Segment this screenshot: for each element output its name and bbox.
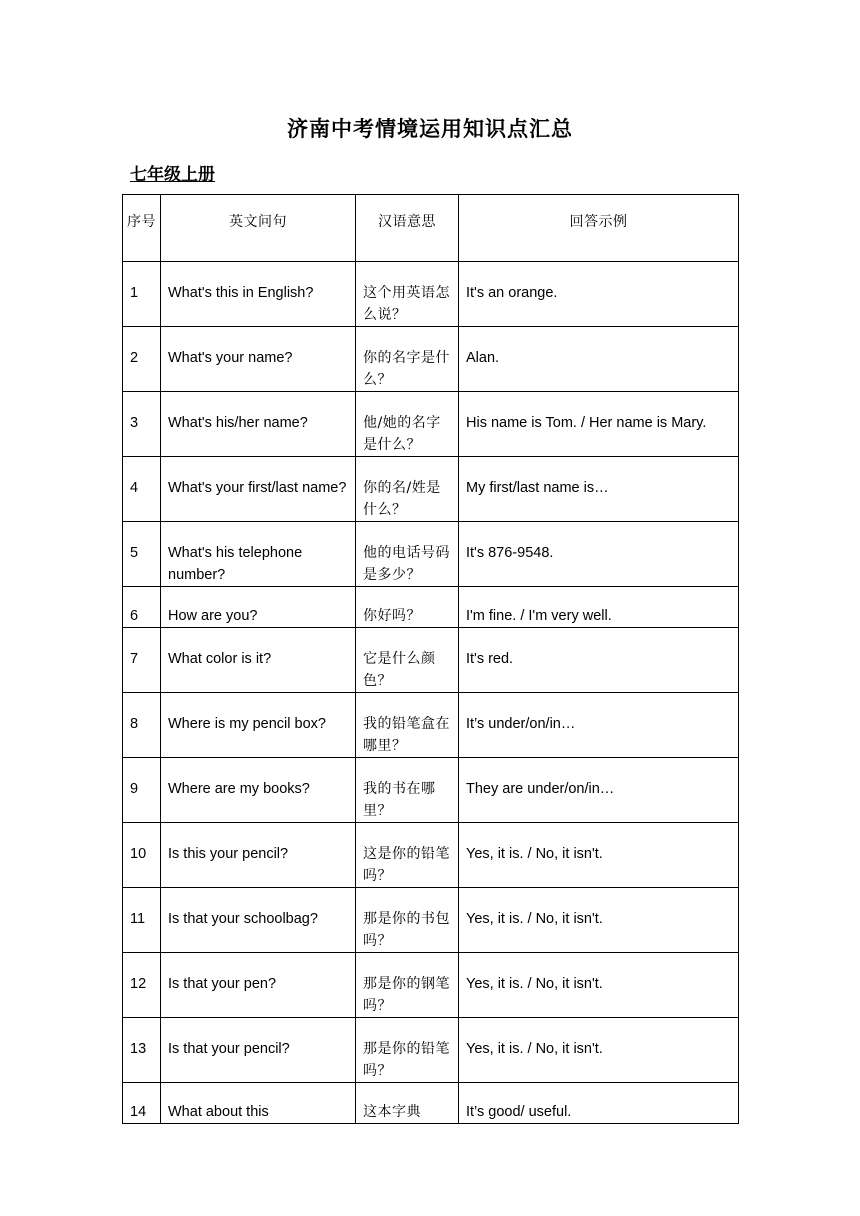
- table-row: [123, 327, 739, 392]
- cell-answer-example: It's red.: [459, 628, 739, 693]
- cell-english-question: How are you?: [161, 587, 356, 628]
- cell-chinese-meaning: 你的名/姓是什么？: [356, 457, 459, 522]
- cell-number: 1: [123, 262, 161, 327]
- cell-answer-example: Yes, it is. / No, it isn't.: [459, 953, 739, 1018]
- cell-answer-example: His name is Tom. / Her name is Mary.: [459, 392, 739, 457]
- cell-number: 11: [123, 888, 161, 953]
- cell-answer-example: They are under/on/in…: [459, 758, 739, 823]
- table-row: [123, 888, 739, 953]
- table-row: [123, 1083, 739, 1124]
- cell-answer-example: I'm fine. / I'm very well.: [459, 587, 739, 628]
- cell-chinese-meaning: 那是你的铅笔吗？: [356, 1018, 459, 1083]
- cell-chinese-meaning: 你好吗？: [356, 587, 459, 628]
- cell-chinese-meaning: 那是你的钢笔吗？: [356, 953, 459, 1018]
- table-row: [123, 522, 739, 587]
- cell-chinese-meaning: 它是什么颜色？: [356, 628, 459, 693]
- cell-number: 8: [123, 693, 161, 758]
- cell-chinese-meaning: 你的名字是什么？: [356, 327, 459, 392]
- header-chinese-meaning: 汉语意思: [356, 195, 459, 262]
- cell-chinese-meaning: 这是你的铅笔吗？: [356, 823, 459, 888]
- cell-answer-example: Yes, it is. / No, it isn't.: [459, 888, 739, 953]
- section-heading: 七年级上册: [130, 165, 215, 185]
- table-row: [123, 262, 739, 327]
- table-row: [123, 693, 739, 758]
- cell-number: 7: [123, 628, 161, 693]
- cell-number: 2: [123, 327, 161, 392]
- table-row: [123, 1018, 739, 1083]
- table-row: [123, 457, 739, 522]
- table-row: [123, 392, 739, 457]
- cell-chinese-meaning: 他/她的名字是什么？: [356, 392, 459, 457]
- table-header-row: [123, 195, 739, 262]
- cell-number: 12: [123, 953, 161, 1018]
- cell-number: 13: [123, 1018, 161, 1083]
- table-row: [123, 758, 739, 823]
- header-english-question: 英文问句: [161, 195, 356, 262]
- table-row: [123, 823, 739, 888]
- cell-number: 6: [123, 587, 161, 628]
- cell-number: 3: [123, 392, 161, 457]
- cell-english-question: What's your first/last name?: [161, 457, 356, 522]
- cell-answer-example: Yes, it is. / No, it isn't.: [459, 823, 739, 888]
- cell-number: 9: [123, 758, 161, 823]
- cell-english-question: What about this: [161, 1083, 356, 1124]
- knowledge-table: [122, 194, 739, 1124]
- cell-answer-example: Alan.: [459, 327, 739, 392]
- table-row: [123, 953, 739, 1018]
- header-number: 序号: [123, 195, 161, 262]
- cell-answer-example: It's 876-9548.: [459, 522, 739, 587]
- cell-chinese-meaning: 我的铅笔盒在哪里？: [356, 693, 459, 758]
- cell-answer-example: My first/last name is…: [459, 457, 739, 522]
- cell-english-question: Is that your schoolbag?: [161, 888, 356, 953]
- cell-english-question: Where are my books?: [161, 758, 356, 823]
- table-row: [123, 587, 739, 628]
- cell-number: 14: [123, 1083, 161, 1124]
- cell-english-question: Is this your pencil?: [161, 823, 356, 888]
- cell-english-question: What's his/her name?: [161, 392, 356, 457]
- cell-chinese-meaning: 那是你的书包吗？: [356, 888, 459, 953]
- cell-answer-example: It’s good/ useful.: [459, 1083, 739, 1124]
- cell-english-question: Is that your pencil?: [161, 1018, 356, 1083]
- cell-english-question: What color is it?: [161, 628, 356, 693]
- table-row: [123, 628, 739, 693]
- cell-number: 4: [123, 457, 161, 522]
- cell-number: 5: [123, 522, 161, 587]
- cell-answer-example: It’s under/on/in…: [459, 693, 739, 758]
- cell-english-question: What's your name?: [161, 327, 356, 392]
- cell-answer-example: It's an orange.: [459, 262, 739, 327]
- page-title: 济南中考情境运用知识点汇总: [287, 116, 573, 141]
- cell-number: 10: [123, 823, 161, 888]
- header-answer-example: 回答示例: [459, 195, 739, 262]
- cell-chinese-meaning: 这个用英语怎么说？: [356, 262, 459, 327]
- cell-english-question: Is that your pen?: [161, 953, 356, 1018]
- cell-chinese-meaning: 我的书在哪里？: [356, 758, 459, 823]
- cell-english-question: What's his telephone number?: [161, 522, 356, 587]
- cell-chinese-meaning: 这本字典: [356, 1083, 459, 1124]
- cell-english-question: What's this in English?: [161, 262, 356, 327]
- cell-chinese-meaning: 他的电话号码是多少？: [356, 522, 459, 587]
- cell-answer-example: Yes, it is. / No, it isn't.: [459, 1018, 739, 1083]
- cell-english-question: Where is my pencil box?: [161, 693, 356, 758]
